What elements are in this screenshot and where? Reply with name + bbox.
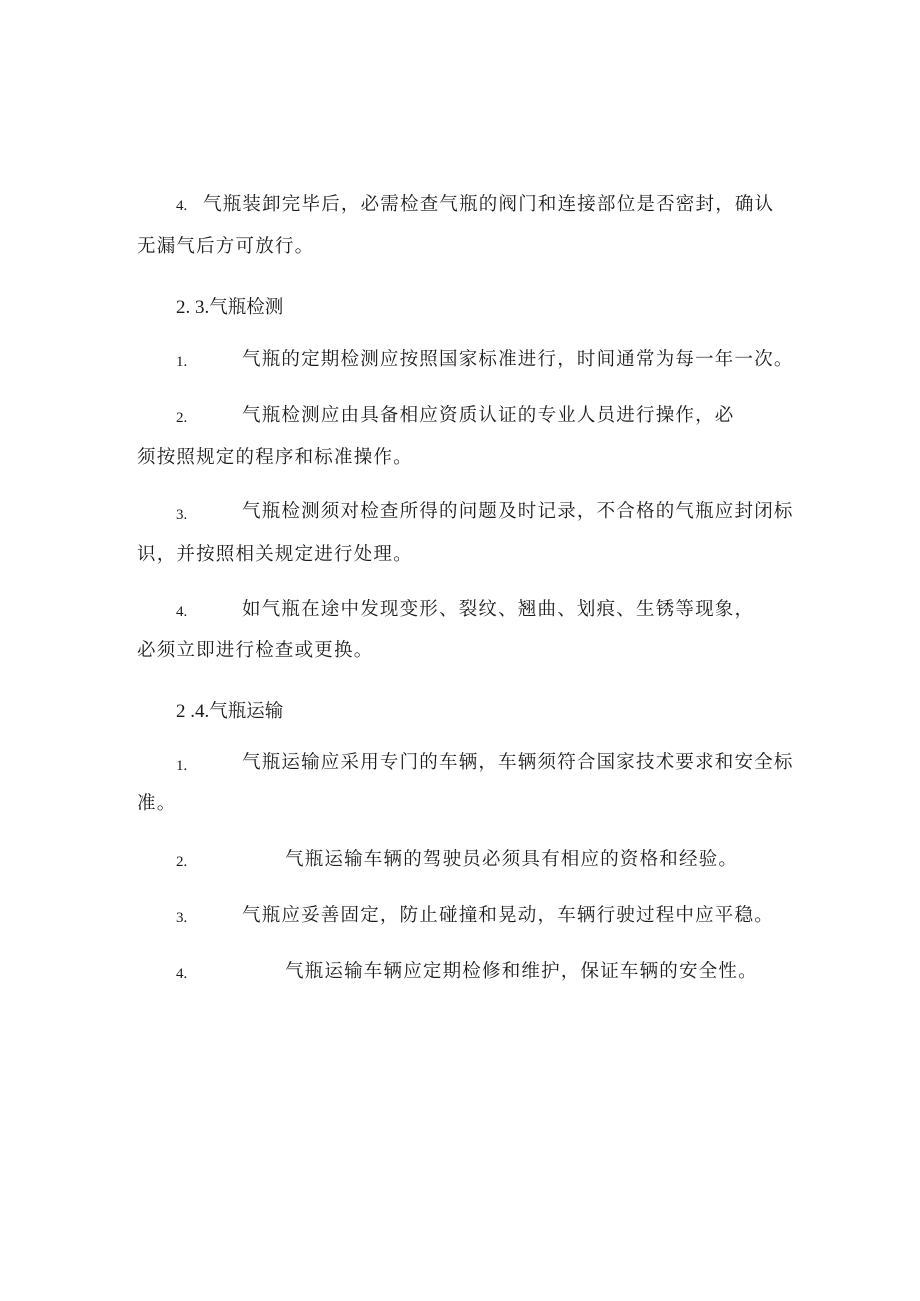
section-heading-2-3 [176, 296, 283, 320]
item-text-line2: 必须立即进行检查或更换。 [137, 640, 374, 661]
item-number: 4. [176, 198, 188, 214]
item-text-line1: 气瓶应妥善固定，防止碰撞和晃动，车辆行驶过程中应平稳。 [242, 905, 774, 926]
section-heading-2-4 [176, 700, 283, 724]
section-heading-number: 2. 3. [176, 297, 210, 318]
item-text-line2: 识，并按照相关规定进行处理。 [137, 544, 413, 565]
item-text-line1: 气瓶检测应由具备相应资质认证的专业人员进行操作，必 [242, 405, 735, 426]
item-text-line1: 如气瓶在途中发现变形、裂纹、翘曲、划痕、生锈等现象， [242, 599, 755, 620]
section-heading-title: 气瓶检测 [209, 297, 284, 318]
item-text-line1: 气瓶运输车辆应定期检修和维护，保证车辆的安全性。 [285, 961, 758, 982]
section-heading-title: 气瓶运输 [209, 701, 284, 722]
section-heading-number: 2 .4. [176, 701, 210, 722]
item-text-line2: 须按照规定的程序和标准操作。 [137, 447, 413, 468]
item-text-line2: 准。 [137, 793, 177, 814]
item-number: 4. [176, 604, 188, 620]
item-text-line1: 气瓶运输车辆的驾驶员必须具有相应的资格和经验。 [285, 849, 739, 870]
item-text-line1: 气瓶装卸完毕后，必需检查气瓶的阀门和连接部位是否密封，确认 [203, 194, 775, 215]
item-number: 2. [176, 410, 188, 426]
item-number: 3. [176, 910, 188, 926]
item-text-line2: 无漏气后方可放行。 [137, 236, 315, 257]
item-number: 4. [176, 966, 188, 982]
item-number: 2. [176, 854, 188, 870]
item-text-line1: 气瓶的定期检测应按照国家标准进行，时间通常为每一年一次。 [242, 349, 794, 370]
item-text-line1: 气瓶检测须对检查所得的问题及时记录，不合格的气瓶应封闭标 [242, 501, 794, 522]
item-number: 3. [176, 507, 188, 523]
item-number: 1. [176, 758, 188, 774]
item-number: 1. [176, 354, 188, 370]
item-text-line1: 气瓶运输应采用专门的车辆，车辆须符合国家技术要求和安全标 [242, 752, 794, 773]
